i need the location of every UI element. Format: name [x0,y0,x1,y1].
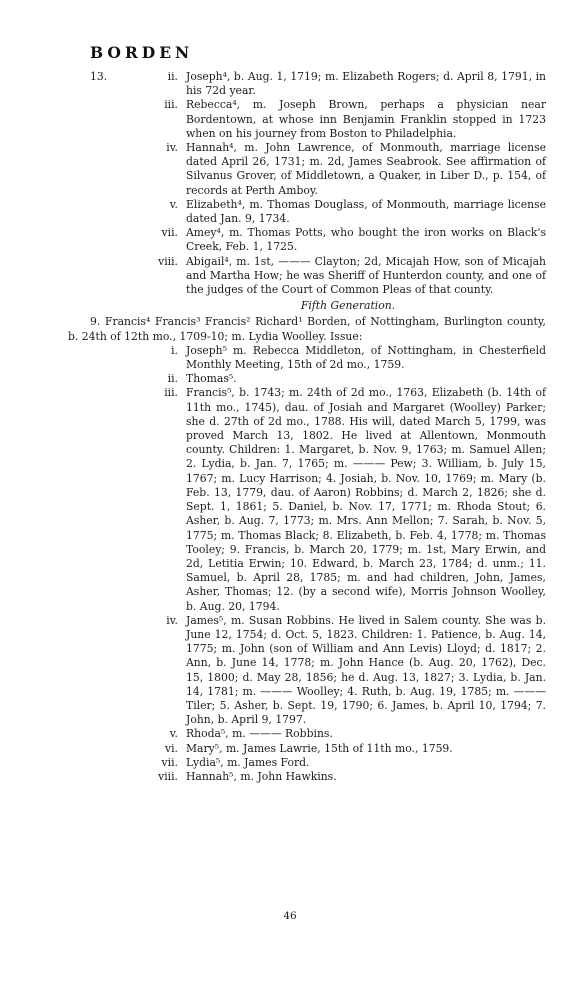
entry-text: Amey⁴, m. Thomas Potts, who bought the iron works on Black's Creek, Feb. 1, 1725. [186,226,546,254]
genealogy-entry [90,226,546,254]
entry-number: 13. [90,70,108,83]
roman-numeral: vi. [165,741,178,755]
genealogy-entry [90,386,546,613]
entry-text: Rebecca⁴, m. Joseph Brown, perhaps a physician near Bordentown, at whose inn Benjamin Franklin stopped in 1723 when on his journey from Boston to Philadelphia. [186,98,546,140]
genealogy-entry [90,255,546,298]
roman-numeral: i. [171,343,178,357]
genealogy-entry [90,727,546,741]
entry-text: Elizabeth⁴, m. Thomas Douglass, of Monmouth, marriage license dated Jan. 9, 1734. [186,197,546,226]
genealogy-entry [90,756,546,770]
paragraph-text: Francis⁴ Francis³ Francis² Richard¹ Borden, of Nottingham, Burlington county, b. 24th of 12th mo., 1709-10; m. Lydia Woolley. Issue: [68,315,546,343]
section-heading: Fifth Generation. [300,299,396,313]
roman-numeral: v. [169,727,178,741]
entry-text: Lydia⁵, m. James Ford. [186,755,310,769]
entry-text: Joseph⁴, b. Aug. 1, 1719; m. Elizabeth Rogers; d. April 8, 1791, in his 72d year. [186,70,546,98]
entry-text: Abigail⁴, m. 1st, ——— Clayton; 2d, Micajah How, son of Micajah and Martha How; he was Sheriff of Hunterdon county, and one of the judges of the Court of Common Pleas of that county. [186,254,546,297]
running-header: BORDEN [90,43,194,62]
genealogy-entry [90,198,546,226]
entry-text: James⁵, m. Susan Robbins. He lived in Salem county. She was b. June 12, 1754; d. Oct. 5, 1823. Children: 1. Patience, b. Aug. 14, 1775; m. John (son of William and Ann Levis) Lloyd; d. 1817; 2. Ann, b. June 14, 1778; m. John Hance (b. Aug. 20, 1762), Dec. 15, 1800; d. May 28, 1856; he d. Aug. 13, 1827; 3. Lydia, b. Jan. 14, 1781; m. ——— Woolley; 4. Ruth, b. Aug. 19, 1785; m. ——— Tiler; 5. Asher, b. Sept. 19, 1790; 6. James, b. April 10, 1794; 7. John, b. April 9, 1797. [186,613,546,727]
genealogy-entry [90,98,546,141]
entry-text: Francis⁵, b. 1743; m. 24th of 2d mo., 1763, Elizabeth (b. 14th of 11th mo., 1745), dau. of Josiah and Margaret (Woolley) Parker; she d. 27th of 2d mo., 1788. His will, dated March 5, 1799, was proved March 13, 1802. He lived at Allentown, Monmouth county. Children: 1. Margaret, b. Nov. 9, 1763; m. Samuel Allen; 2. Lydia, b. Jan. 7, 1765; m. ——— Pew; 3. William, b. July 15, 1767; m. Lucy Harrison; 4. Josiah, b. Nov. 10, 1769; m. Mary (b. Feb. 13, 1779, dau. of Aaron) Robbins; d. March 2, 1826; she d. Sept. 1, 1861; 5. Daniel, b. Nov. 17, 1771; m. Rhoda Stout; 6. Asher, b. Aug. 7, 1773; m. Mrs. Ann Mellon; 7. Sarah, b. Nov. 5, 1775; m. Thomas Black; 8. Elizabeth, b. Feb. 4, 1778; m. Thomas Tooley; 9. Francis, b. March 20, 1779; m. 1st, Mary Erwin, and 2d, Letitia Erwin; 10. Edward, b. March 23, 1784; d. unm.; 11. Samuel, b. April 28, 1785; m. and had children, John, James, Asher, Thomas; 12. (by a second wife), Morris Johnson Woolley, b. Aug. 20, 1794. [186,386,546,613]
roman-numeral: viii. [158,769,178,783]
genealogy-text [68,70,546,784]
roman-numeral: iii. [164,98,178,112]
entry-text: Thomas⁵. [186,372,237,386]
paragraph-number: 9. [90,315,101,329]
roman-numeral: ii. [167,70,178,83]
genealogy-entry [90,614,546,728]
entry-text: Joseph⁵ m. Rebecca Middleton, of Nottingham, in Chesterfield Monthly Meeting, 15th of 2d mo., 1759. [186,343,546,372]
lineage-paragraph [68,315,546,343]
genealogy-entry [90,70,546,98]
roman-numeral: iv. [166,613,178,627]
roman-numeral: v. [169,197,178,211]
roman-numeral: ii. [167,372,178,386]
genealogy-entry [90,770,546,784]
entry-text: Rhoda⁵, m. ——— Robbins. [186,727,333,741]
genealogy-entry [90,742,546,756]
roman-numeral: vii. [161,226,178,240]
roman-numeral: iii. [164,386,178,400]
genealogy-entry [90,372,546,386]
entry-text: Mary⁵, m. James Lawrie, 15th of 11th mo., 1759. [186,741,453,755]
genealogy-entry [90,141,546,198]
page-number: 46 [283,910,297,922]
roman-numeral: iv. [166,141,178,155]
entry-text: Hannah⁵, m. John Hawkins. [186,769,337,783]
genealogy-entry [90,344,546,372]
roman-numeral: vii. [161,755,178,769]
entry-text: Hannah⁴, m. John Lawrence, of Monmouth, marriage license dated April 26, 1731; m. 2d, James Seabrook. See affirmation of Silvanus Grover, of Middletown, a Quaker, in Liber D., p. 154, of records at Perth Amboy. [186,141,546,197]
roman-numeral: viii. [158,254,178,268]
